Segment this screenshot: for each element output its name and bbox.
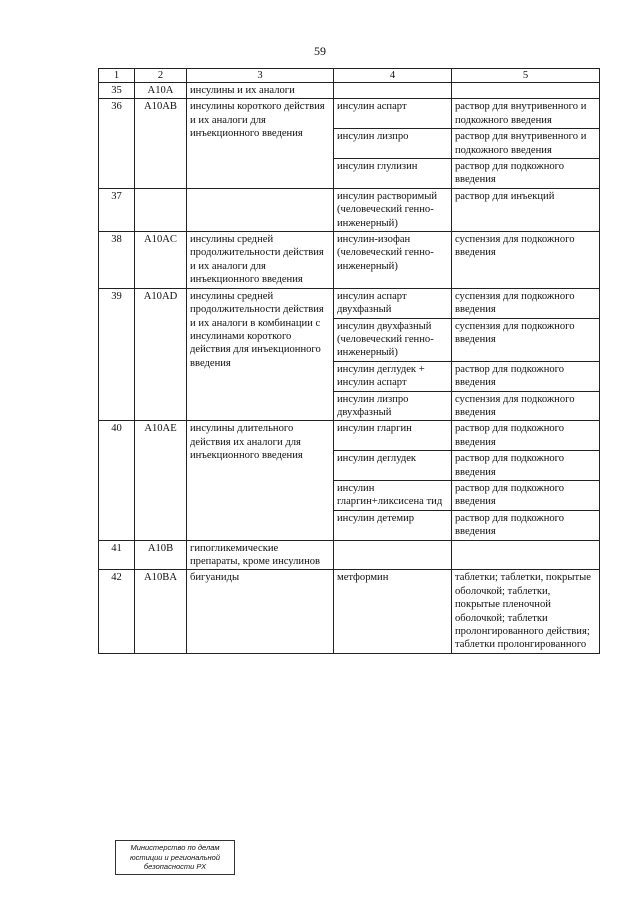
row-number-cell: 40 [99, 421, 135, 540]
dosage-form-cell: раствор для подкожного введения [452, 451, 600, 481]
drug-list-table [98, 68, 600, 654]
group-name-cell: инсулины и их аналоги [187, 83, 334, 99]
ministry-stamp: Министерство по делам юстиции и региональной безопасности РХ [115, 840, 235, 875]
drug-name-cell: метформин [334, 570, 452, 653]
drug-name-cell [334, 83, 452, 99]
drug-name-cell [334, 540, 452, 570]
drug-name-cell: инсулин деглудек [334, 451, 452, 481]
table-header-row [99, 69, 600, 83]
table-body [99, 83, 600, 654]
dosage-form-cell [452, 83, 600, 99]
dosage-form-cell [452, 540, 600, 570]
dosage-form-cell: раствор для подкожного введения [452, 480, 600, 510]
atc-code-cell: A10AE [135, 421, 187, 540]
drug-name-cell: инсулин растворимый (человеческий генно-инженерный) [334, 188, 452, 231]
drug-name-cell: инсулин глулизин [334, 159, 452, 189]
dosage-form-cell: раствор для внутривенного и подкожного введения [452, 99, 600, 129]
drug-name-cell: инсулин гларгин+ликсисена тид [334, 480, 452, 510]
drug-name-cell: инсулин аспарт [334, 99, 452, 129]
group-name-cell: бигуаниды [187, 570, 334, 653]
group-name-cell [187, 188, 334, 231]
table-row [99, 232, 600, 289]
table-row [99, 288, 600, 318]
dosage-form-cell: раствор для подкожного введения [452, 421, 600, 451]
dosage-form-cell: суспензия для подкожного введения [452, 318, 600, 361]
dosage-form-cell: раствор для инъекций [452, 188, 600, 231]
table-row [99, 83, 600, 99]
drug-name-cell: инсулин аспарт двухфазный [334, 288, 452, 318]
dosage-form-cell: таблетки; таблетки, покрытые оболочкой; таблетки, покрытые пленочной оболочкой; таблетки пролонгированного действия; таблетки пролонгированного [452, 570, 600, 653]
group-name-cell: инсулины длительного действия их аналоги для инъекционного введения [187, 421, 334, 540]
row-number-cell: 36 [99, 99, 135, 188]
row-number-cell: 39 [99, 288, 135, 421]
atc-code-cell: A10AD [135, 288, 187, 421]
row-number-cell: 42 [99, 570, 135, 653]
column-header: 5 [452, 69, 600, 83]
atc-code-cell: A10AB [135, 99, 187, 188]
table-row [99, 99, 600, 129]
page-number: 59 [314, 44, 326, 58]
dosage-form-cell: суспензия для подкожного введения [452, 288, 600, 318]
row-number-cell: 35 [99, 83, 135, 99]
dosage-form-cell: раствор для подкожного введения [452, 510, 600, 540]
drug-name-cell: инсулин деглудек + инсулин аспарт [334, 361, 452, 391]
group-name-cell: инсулины средней продолжительности действия и их аналоги для инъекционного введения [187, 232, 334, 289]
column-header: 4 [334, 69, 452, 83]
dosage-form-cell: раствор для внутривенного и подкожного введения [452, 129, 600, 159]
column-header: 3 [187, 69, 334, 83]
drug-name-cell: инсулин-изофан (человеческий генно-инженерный) [334, 232, 452, 289]
row-number-cell: 38 [99, 232, 135, 289]
dosage-form-cell: раствор для подкожного введения [452, 159, 600, 189]
atc-code-cell: A10AC [135, 232, 187, 289]
table-row [99, 540, 600, 570]
row-number-cell: 41 [99, 540, 135, 570]
table-row [99, 570, 600, 653]
group-name-cell: инсулины средней продолжительности действия и их аналоги в комбинации с инсулинами короткого действия для инъекционного введения [187, 288, 334, 421]
drug-name-cell: инсулин двухфазный (человеческий генно-инженерный) [334, 318, 452, 361]
drug-name-cell: инсулин лизпро [334, 129, 452, 159]
table-row [99, 188, 600, 231]
atc-code-cell [135, 188, 187, 231]
atc-code-cell: A10B [135, 540, 187, 570]
atc-code-cell: A10A [135, 83, 187, 99]
dosage-form-cell: суспензия для подкожного введения [452, 391, 600, 421]
row-number-cell: 37 [99, 188, 135, 231]
drug-name-cell: инсулин гларгин [334, 421, 452, 451]
group-name-cell: инсулины короткого действия и их аналоги для инъекционного введения [187, 99, 334, 188]
dosage-form-cell: суспензия для подкожного введения [452, 232, 600, 289]
column-header: 2 [135, 69, 187, 83]
dosage-form-cell: раствор для подкожного введения [452, 361, 600, 391]
group-name-cell: гипогликемические препараты, кроме инсулинов [187, 540, 334, 570]
table-row [99, 421, 600, 451]
column-header: 1 [99, 69, 135, 83]
drug-name-cell: инсулин детемир [334, 510, 452, 540]
drug-name-cell: инсулин лизпро двухфазный [334, 391, 452, 421]
atc-code-cell: A10BA [135, 570, 187, 653]
